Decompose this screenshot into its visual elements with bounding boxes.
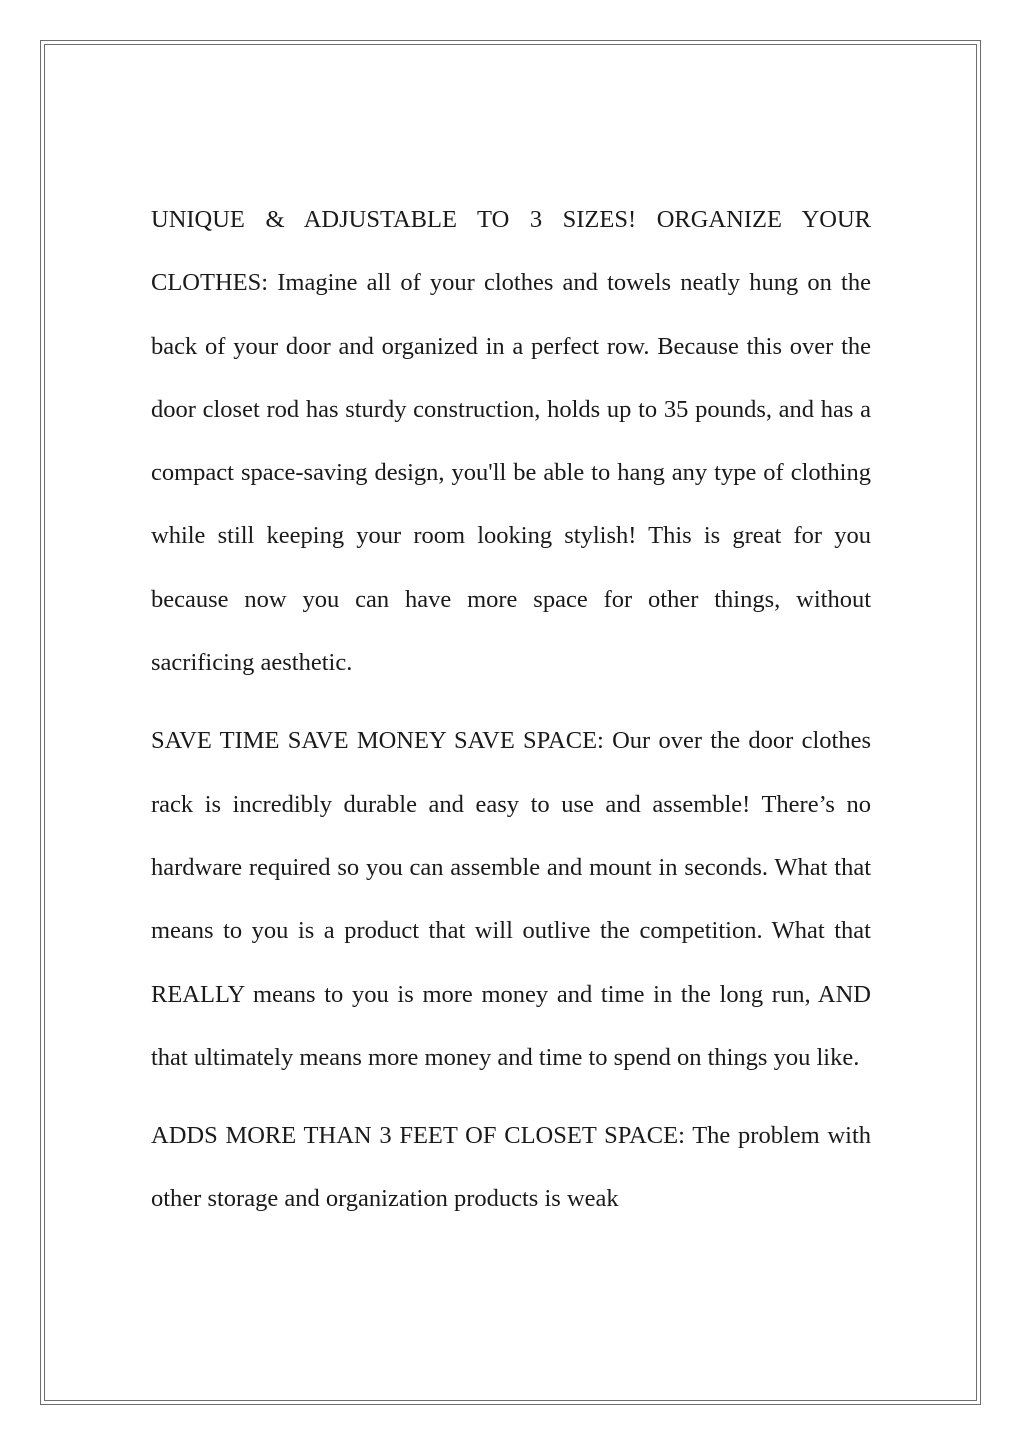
paragraph-organize-clothes: UNIQUE & ADJUSTABLE TO 3 SIZES! ORGANIZE YOUR CLOTHES: Imagine all of your clothes and towels neatly hung on the back of your door and organized in a perfect row. Because this over the door closet rod has sturdy construction, holds up to 35 pounds, and has a compact space-saving design, you'll be able to hang any type of clothing while still keeping your room looking stylish! This is great for you because now you can have more space for other things, without sacrificing aesthetic. [151, 206, 871, 677]
document-body [151, 188, 871, 1246]
paragraph-closet-space: ADDS MORE THAN 3 FEET OF CLOSET SPACE: The problem with other storage and organization products is weak [151, 1122, 871, 1213]
paragraph-save-time-money-space: SAVE TIME SAVE MONEY SAVE SPACE: Our over the door clothes rack is incredibly durable and easy to use and assemble! There’s no hardware required so you can assemble and mount in seconds. What that means to you is a product that will outlive the competition. What that REALLY means to you is more money and time in the long run, AND that ultimately means more money and time to spend on things you like. [151, 727, 871, 1071]
